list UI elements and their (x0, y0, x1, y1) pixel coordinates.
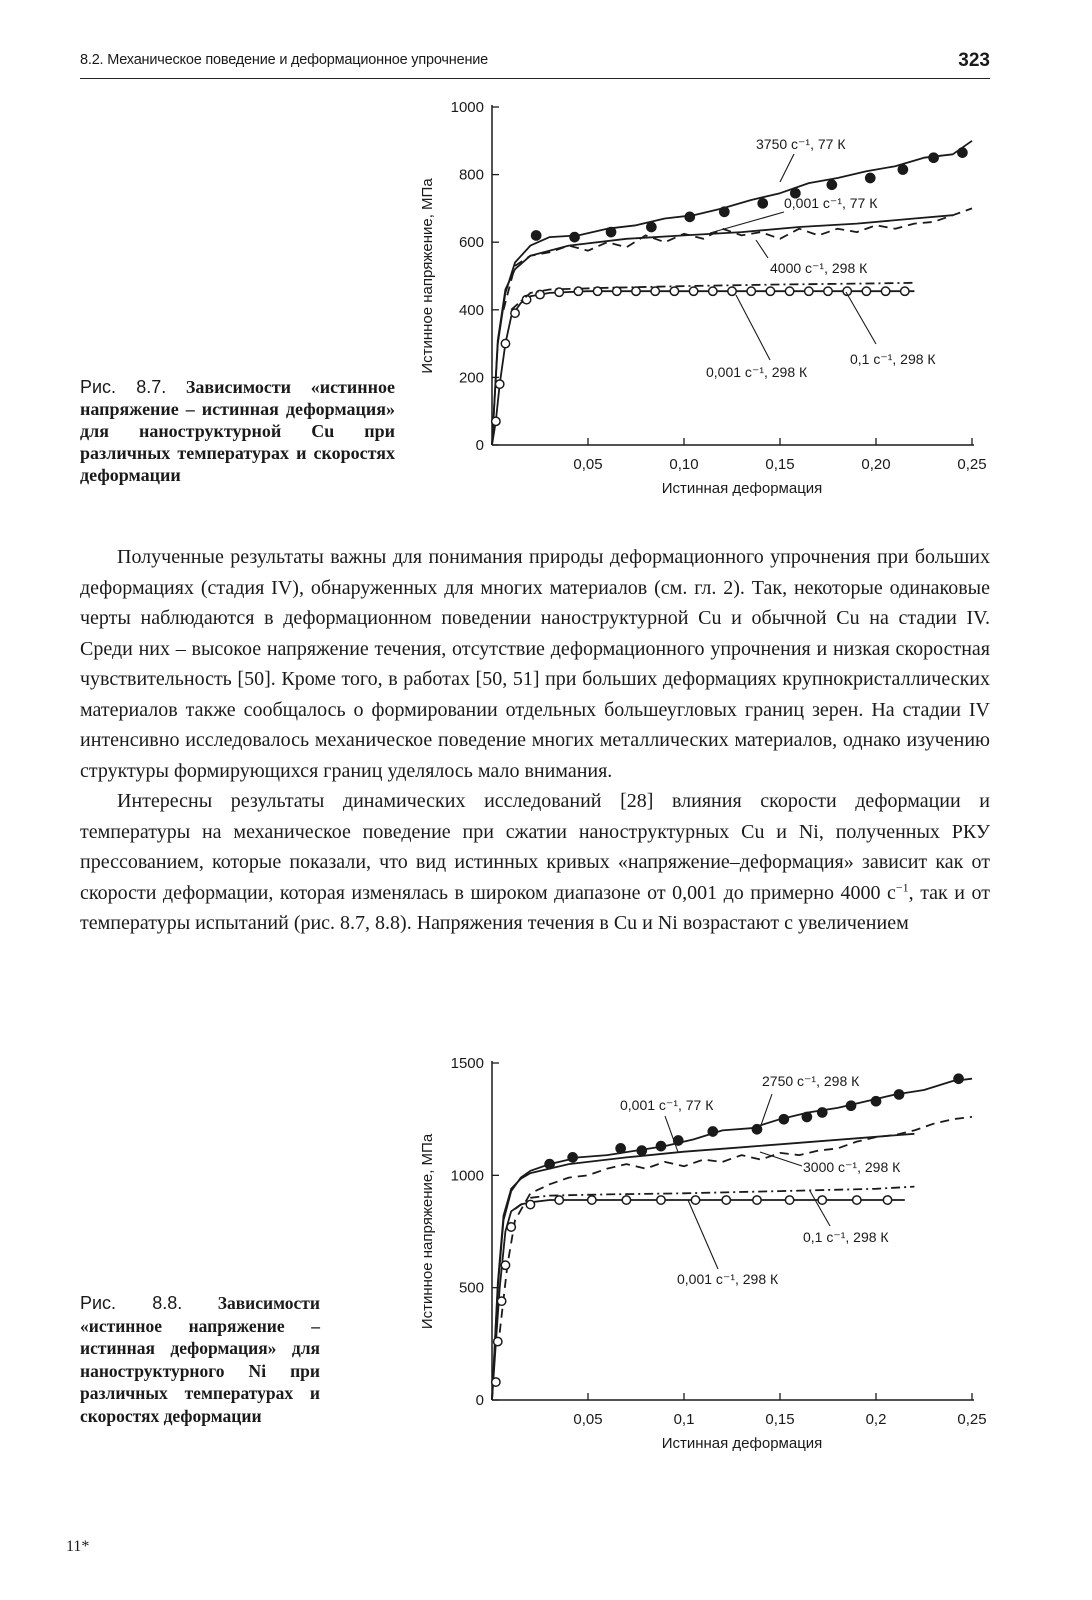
series-line (492, 1079, 972, 1400)
filled-data-point (818, 1108, 827, 1117)
y-axis-label: Истинное напряжение, МПа (419, 178, 436, 374)
y-axis-label: Истинное напряжение, МПа (419, 1133, 436, 1330)
open-data-point (853, 1196, 861, 1204)
open-data-point (709, 287, 717, 295)
figure-8-8-caption (80, 1292, 320, 1427)
figure-8-7-caption (80, 376, 395, 486)
annotation-label: 0,001 с⁻¹, 77 К (620, 1097, 714, 1113)
x-tick-label: 0,20 (861, 456, 891, 473)
x-tick-label: 0,25 (957, 1411, 987, 1428)
open-data-point (622, 1196, 630, 1204)
open-data-point (881, 287, 889, 295)
filled-data-point (871, 1097, 880, 1106)
open-data-point (901, 287, 909, 295)
open-data-point (492, 1378, 500, 1386)
figure-8-7-chart (410, 92, 1010, 512)
filled-data-point (568, 1153, 577, 1162)
caption-label: Рис. 8.7. (80, 377, 167, 397)
open-data-point (691, 1196, 699, 1204)
open-data-point (753, 1196, 761, 1204)
annotation-label: 0,1 с⁻¹, 298 К (803, 1229, 889, 1245)
filled-data-point (708, 1127, 717, 1136)
page-number: 323 (958, 50, 990, 71)
annotation-label: 0,001 с⁻¹, 77 К (784, 195, 878, 211)
filled-data-point (606, 227, 615, 236)
open-data-point (722, 1196, 730, 1204)
open-data-point (588, 1196, 596, 1204)
open-data-point (785, 287, 793, 295)
y-tick-label: 400 (458, 301, 484, 319)
open-data-point (495, 380, 503, 388)
open-data-point (670, 287, 678, 295)
open-data-point (766, 287, 774, 295)
annotation-label: 2750 с⁻¹, 298 К (762, 1073, 860, 1089)
running-head (80, 50, 990, 79)
open-data-point (657, 1196, 665, 1204)
caption-label: Рис. 8.8. (80, 1293, 183, 1313)
open-data-point (555, 1196, 563, 1204)
filled-data-point (570, 233, 579, 242)
open-data-point (824, 287, 832, 295)
x-tick-label: 0,1 (673, 1411, 695, 1428)
open-data-point (862, 287, 870, 295)
y-tick-label: 1000 (450, 99, 484, 116)
series-line (492, 215, 953, 445)
annotation-label: 3750 с⁻¹, 77 К (756, 136, 846, 152)
filled-data-point (720, 207, 729, 216)
filled-data-point (656, 1142, 665, 1151)
filled-data-point (866, 173, 875, 182)
y-tick-label: 500 (458, 1279, 484, 1297)
open-data-point (501, 1261, 509, 1269)
series-line (500, 1117, 972, 1333)
caption-text: Зависимости «истинное напряжение – истинная деформация» для наноструктурной Cu при различных температурах и скоростях деформации (80, 377, 395, 485)
body-text (80, 542, 990, 939)
paragraph (80, 786, 990, 939)
x-tick-label: 0,10 (669, 456, 699, 473)
x-tick-label: 0,25 (957, 456, 987, 473)
x-tick-label: 0,05 (573, 1411, 603, 1428)
annotation-label: 0,1 с⁻¹, 298 К (850, 351, 936, 367)
filled-data-point (616, 1144, 625, 1153)
x-tick-label: 0,15 (765, 1411, 795, 1428)
y-tick-label: 200 (458, 369, 484, 387)
x-axis-label: Истинная деформация (661, 1435, 823, 1452)
y-tick-label: 600 (458, 234, 484, 252)
running-title: 8.2. Механическое поведение и деформационное упрочнение (80, 52, 489, 68)
superscript: −1 (895, 879, 909, 894)
caption-text: Зависимости «истинное напряжение – истинная деформация» для наноструктурного Ni при различных температурах и скоростях деформации (80, 1293, 320, 1426)
open-data-point (497, 1297, 505, 1305)
open-data-point (526, 1200, 534, 1208)
signature-mark: 11* (66, 1538, 90, 1555)
figure-8-8-chart (410, 1048, 1010, 1498)
annotation-leader (756, 240, 768, 258)
open-data-point (818, 1196, 826, 1204)
open-data-point (883, 1196, 891, 1204)
open-data-point (747, 287, 755, 295)
open-data-point (689, 287, 697, 295)
annotation-leader (780, 154, 794, 182)
filled-data-point (685, 212, 694, 221)
annotation-label: 0,001 с⁻¹, 298 К (677, 1271, 779, 1287)
annotation-label: 0,001 с⁻¹, 298 К (706, 364, 808, 380)
open-data-point (728, 287, 736, 295)
filled-data-point (827, 180, 836, 189)
open-data-point (651, 287, 659, 295)
y-tick-label: 0 (475, 437, 484, 454)
filled-data-point (929, 153, 938, 162)
filled-data-point (532, 231, 541, 240)
series-line (492, 291, 914, 445)
y-tick-label: 1000 (450, 1167, 484, 1185)
x-axis-label: Истинная деформация (661, 480, 823, 497)
annotation-label: 3000 с⁻¹, 298 К (803, 1159, 901, 1175)
filled-data-point (637, 1146, 646, 1155)
filled-data-point (779, 1115, 788, 1124)
x-tick-label: 0,2 (865, 1411, 887, 1428)
annotation-leader (688, 1200, 718, 1269)
annotation-leader (846, 292, 876, 344)
filled-data-point (802, 1112, 811, 1121)
open-data-point (785, 1196, 793, 1204)
open-data-point (507, 1223, 515, 1231)
filled-data-point (647, 222, 656, 231)
filled-data-point (898, 165, 907, 174)
annotation-leader (736, 295, 770, 360)
open-data-point (511, 309, 519, 317)
y-tick-label: 800 (458, 166, 484, 184)
x-tick-label: 0,15 (765, 456, 795, 473)
annotation-leader (665, 1116, 678, 1152)
annotation-label: 4000 с⁻¹, 298 К (770, 260, 868, 276)
x-tick-label: 0,05 (573, 456, 603, 473)
open-data-point (494, 1337, 502, 1345)
filled-data-point (954, 1074, 963, 1083)
y-tick-label: 0 (475, 1392, 484, 1409)
open-data-point (632, 287, 640, 295)
paragraph-part: Интересны результаты динамических исследований [28] влияния скорости деформации и температуры на механическое поведение при сжатии наноструктурных Cu и Ni, полученных РКУ прессованием, которые показали, что вид истинных кривых «напряжение–деформация» зависит как от скорости деформации, которая изменялась в широком диапазоне от 0,001 до примерно 4000 с (80, 790, 990, 904)
filled-data-point (846, 1101, 855, 1110)
filled-data-point (894, 1090, 903, 1099)
filled-data-point (958, 148, 967, 157)
open-data-point (501, 339, 509, 347)
paragraph: Полученные результаты важны для понимания природы деформационного упрочнения при больших деформациях (стадия IV), обнаруженных для многих материалов (см. гл. 2). Так, некоторые одинаковые черты наблюдаются в деформационном поведении наноструктурной Cu и обычной Cu на стадии IV. Среди них – высокое напряжение течения, отсутствие деформационного упрочнения и низкая скоростная чувствительность [50]. Кроме того, в работах [50, 51] при больших деформациях крупнокристаллических материалов также сообщалось о формировании отдельных большеугловых границ зерен. На стадии IV интенсивно исследовалось механическое поведение многих металлических материалов, однако изучению структуры формирующихся границ уделялось мало внимания. (80, 546, 990, 782)
open-data-point (805, 287, 813, 295)
open-data-point (492, 417, 500, 425)
y-tick-label: 1500 (450, 1055, 484, 1072)
filled-data-point (758, 199, 767, 208)
paragraph-part: , так и от температуры испытаний (рис. 8.7, 8.8). Напряжения течения в Cu и Ni возрастают с увеличением (80, 881, 991, 934)
